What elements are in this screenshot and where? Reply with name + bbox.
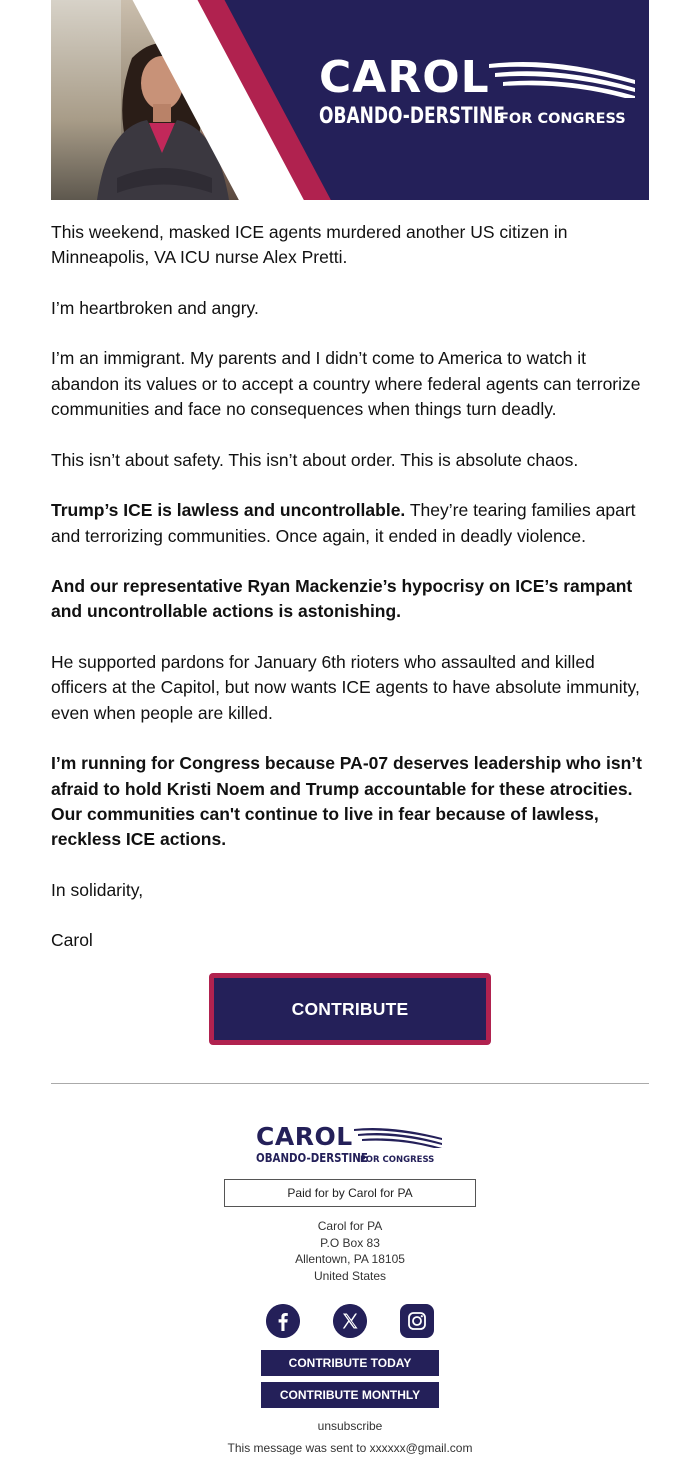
footer-logo-tagline: FOR CONGRESS	[360, 1155, 435, 1165]
x-icon[interactable]	[333, 1304, 367, 1338]
flag-stripes-icon	[485, 58, 639, 98]
paid-for-disclaimer: Paid for by Carol for PA	[224, 1179, 476, 1207]
footer-flag-stripes-icon	[352, 1126, 444, 1148]
facebook-icon[interactable]	[266, 1304, 300, 1338]
paragraph	[51, 574, 651, 625]
instagram-icon[interactable]	[400, 1304, 434, 1338]
footer-logo-first-name: CAROL	[256, 1122, 353, 1151]
bold-text: Trump’s ICE is lawless and uncontrollable.	[51, 500, 406, 521]
logo-first-name: CAROL	[319, 52, 490, 103]
bold-text: I’m running for Congress because PA-07 deserves leadership who isn’t afraid to hold Kristi Noem and Trump accountable for these atrocities. Our communities can't continue to live in fear because of lawless, reckless ICE actions.	[51, 753, 642, 850]
footer-logo	[256, 1124, 446, 1168]
paragraph: This isn’t about safety. This isn’t about order. This is absolute chaos.	[51, 449, 579, 470]
address-line: P.O Box 83	[320, 1235, 380, 1250]
address-line: Allentown, PA 18105	[295, 1252, 405, 1266]
sent-to-notice: This message was sent to xxxxxx@gmail.com	[227, 1441, 473, 1455]
sign-off: In solidarity,	[51, 879, 144, 900]
contribute-button[interactable]: CONTRIBUTE	[214, 978, 486, 1040]
email-body	[51, 220, 651, 979]
mailing-address	[200, 1218, 500, 1284]
header-banner	[51, 0, 649, 200]
signature: Carol	[51, 930, 93, 951]
contribute-monthly-button[interactable]: CONTRIBUTE MONTHLY	[261, 1382, 439, 1408]
paragraph	[51, 498, 651, 549]
logo-last-name: OBANDO-DERSTINE	[319, 104, 505, 129]
paragraph	[51, 751, 651, 852]
logo-tagline: FOR CONGRESS	[499, 111, 626, 127]
paragraph: This weekend, masked ICE agents murdered another US citizen in Minneapolis, VA ICU nurse Alex Pretti.	[51, 222, 568, 268]
paragraph: He supported pardons for January 6th rioters who assaulted and killed officers at the Capitol, but now wants ICE agents to have absolute immunity, even when people are killed.	[51, 652, 640, 723]
campaign-logo	[319, 52, 641, 129]
paragraph: I’m heartbroken and angry.	[51, 297, 259, 318]
address-line: United States	[313, 1268, 387, 1283]
unsubscribe-link[interactable]: unsubscribe	[317, 1419, 383, 1433]
paragraph: I’m an immigrant. My parents and I didn’t come to America to watch it abandon its values or to accept a country where federal agents can terrorize communities and face no consequences when things turn deadly.	[51, 348, 641, 420]
divider	[51, 1083, 649, 1084]
contribute-button-border	[209, 973, 491, 1045]
paragraph-text: They’re tearing families apart and terrorizing communities. Once again, it ended in deadly violence.	[51, 500, 636, 546]
bold-text: And our representative Ryan Mackenzie’s hypocrisy on ICE’s rampant and uncontrollable actions is astonishing.	[51, 576, 633, 622]
footer-logo-last-name: OBANDO-DERSTINE	[256, 1150, 368, 1165]
contribute-today-button[interactable]: CONTRIBUTE TODAY	[261, 1350, 439, 1376]
email-container	[51, 0, 649, 200]
address-line: Carol for PA	[317, 1219, 383, 1233]
